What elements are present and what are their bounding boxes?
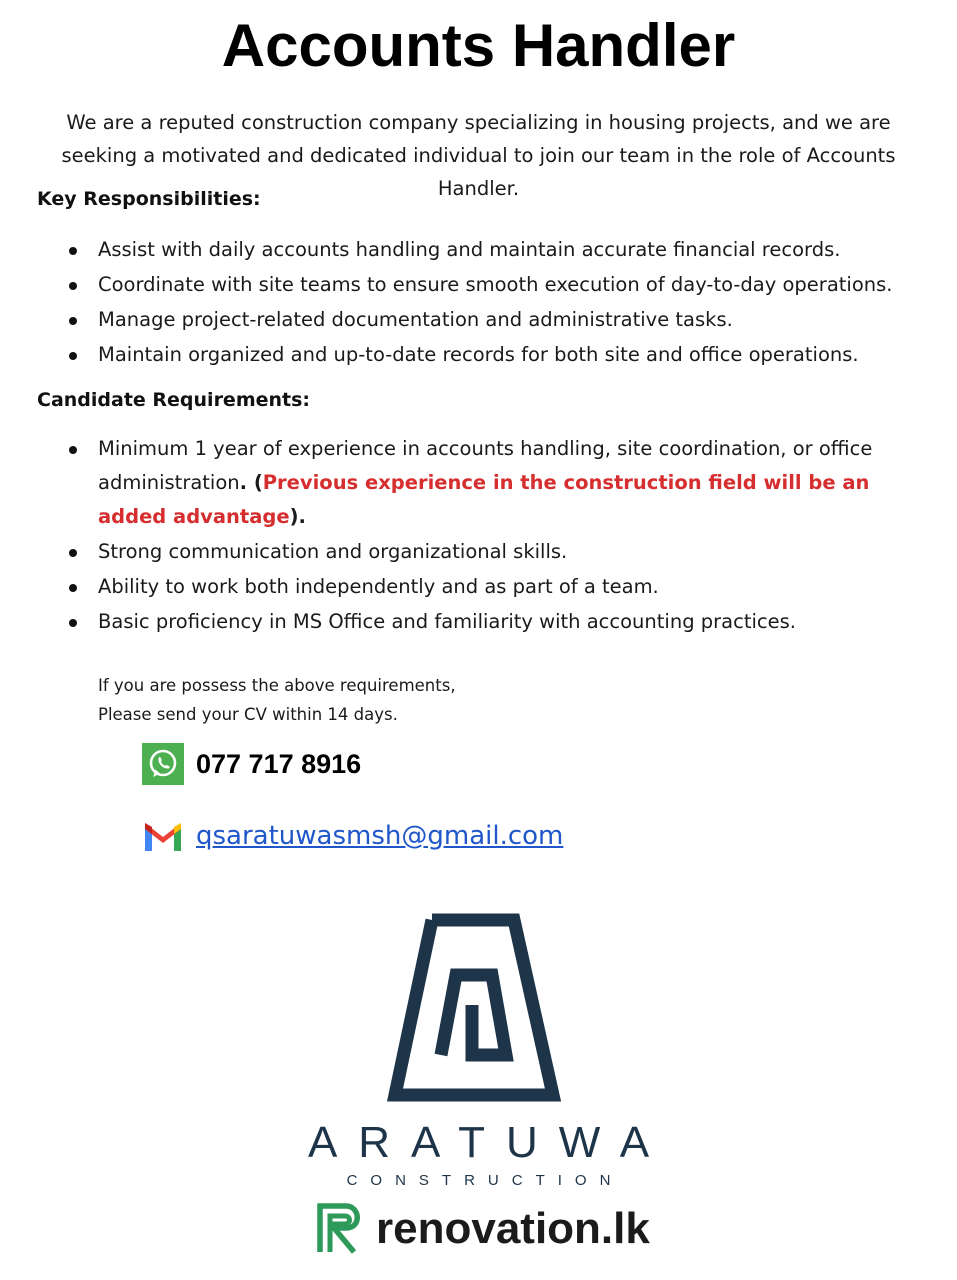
requirement-text: Minimum 1 year of experience in accounts handling, site coordination, or office administration [98,437,873,494]
gmail-icon [142,815,184,857]
apply-note [98,672,456,729]
requirements-list [37,432,917,640]
note-line: Please send your CV within 14 days. [98,704,398,724]
email-link[interactable]: qsaratuwasmsh@gmail.com [196,821,564,851]
phone-number[interactable]: 077 717 8916 [196,748,362,779]
highlight-text: Previous experience in the construction field will be an added advantage [98,471,870,528]
note-line: If you are possess the above requirements, [98,676,456,695]
list-item: Manage project-related documentation and administrative tasks. [37,303,917,337]
list-item: Coordinate with site teams to ensure smooth execution of day-to-day operations. [37,268,917,302]
email-contact [142,815,563,857]
page-title: Accounts Handler [221,12,736,79]
requirement-punct: . ( [239,471,263,494]
responsibilities-heading: Key Responsibilities: [37,188,261,210]
responsibilities-list [37,233,917,373]
phone-contact [142,743,361,785]
brand-subtitle: CONSTRUCTION [346,1172,624,1189]
renovation-logo [316,1202,650,1256]
list-item [37,432,917,534]
list-item: Strong communication and organizational skills. [37,535,917,569]
aratuwa-logo [0,905,957,1114]
requirement-punct-close: ). [289,505,306,528]
list-item: Basic proficiency in MS Office and familiarity with accounting practices. [37,605,917,639]
requirements-heading: Candidate Requirements: [37,389,311,411]
brand-name: ARATUWA [307,1118,671,1167]
renovation-r-icon [316,1202,370,1256]
list-item: Maintain organized and up-to-date records for both site and office operations. [37,338,917,372]
intro-paragraph: We are a reputed construction company specializing in housing projects, and we are seeking a motivated and dedicated individual to join our team in the role of Accounts Handler. [61,111,896,200]
list-item: Ability to work both independently and as part of a team. [37,570,917,604]
whatsapp-icon [142,743,184,785]
renovation-wordmark: renovation.lk [376,1204,650,1253]
list-item: Assist with daily accounts handling and maintain accurate financial records. [37,233,917,267]
